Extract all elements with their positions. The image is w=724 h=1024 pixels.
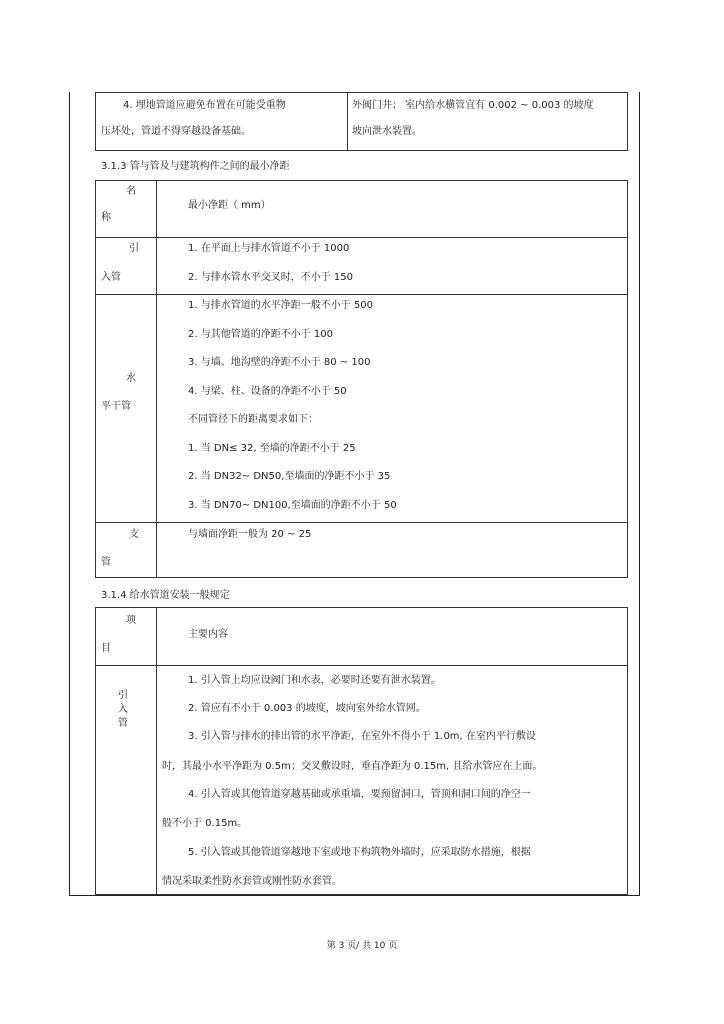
clearance-row-sep-3: [96, 522, 627, 523]
clearance-row-2-line-6: 1. 当 DN≤ 32, 至墙的净距不小于 25: [188, 443, 356, 454]
section-caption-313: 3.1.3 管与管及与建筑构件之间的最小净距: [101, 161, 290, 172]
top-left-line-1: 4. 埋地管道应避免布置在可能受重物: [123, 100, 286, 111]
installation-row-name-char-3: 管: [118, 718, 128, 729]
installation-row-name-char-2: 入: [118, 704, 128, 715]
installation-line-3: 3. 引入管与排水的排出管的水平净距，在室外不得小于 1.0m, 在室内平行敷设: [188, 731, 536, 742]
installation-row-sep-1: [96, 665, 627, 666]
installation-line-1: 1. 引入管上均应设阀门和水表，必要时还要有泄水装置。: [188, 675, 441, 686]
top-right-line-1: 外阀门井； 室内给水横管宜有 0.002 ~ 0.003 的坡度: [352, 100, 594, 111]
top-table-divider: [347, 93, 348, 150]
clearance-row-1-name-a: 引: [129, 243, 139, 254]
clearance-row-2-line-1: 1. 与排水管道的水平净距一般不小于 500: [188, 300, 373, 311]
clearance-row-3-line-1: 与墙面净距一般为 20 ~ 25: [188, 529, 312, 540]
installation-line-6: 般不小于 0.15m。: [162, 818, 248, 829]
clearance-row-2-name-b: 平干管: [101, 401, 131, 412]
clearance-header-title: 最小净距（ mm）: [188, 200, 271, 211]
clearance-header-name-a: 名: [126, 186, 136, 197]
section-caption-314: 3.1.4 给水管道安装一般规定: [101, 590, 230, 601]
clearance-row-2-line-4: 4. 与梁、柱、设备的净距不小于 50: [188, 386, 347, 397]
installation-line-7: 5. 引入管或其他管道穿越地下室或地下构筑物外墙时，应采取防水措施，根据: [188, 847, 531, 858]
installation-line-8: 情况采取柔性防水套管或刚性防水套管。: [162, 876, 342, 887]
page-number: 第 3 页/ 共 10 页: [326, 941, 398, 951]
installation-table-divider: [156, 608, 157, 894]
clearance-row-1-line-2: 2. 与排水管水平交叉时，不小于 150: [188, 272, 353, 283]
clearance-row-1-line-1: 1. 在平面上与排水管道不小于 1000: [188, 243, 350, 254]
installation-line-2: 2. 管应有不小于 0.003 的坡度，坡向室外给水管网。: [188, 703, 426, 714]
clearance-table: [95, 180, 628, 578]
clearance-row-1-name-b: 入管: [101, 272, 121, 283]
clearance-row-2-line-2: 2. 与其他管道的净距不小于 100: [188, 329, 333, 340]
top-right-line-2: 坡向泄水装置。: [352, 126, 422, 137]
clearance-row-2-line-5: 不同管径下的距离要求如下：: [188, 414, 318, 425]
clearance-row-2-line-3: 3. 与墙、地沟壁的净距不小于 80 ~ 100: [188, 357, 371, 368]
clearance-row-sep-1: [96, 237, 627, 238]
clearance-row-sep-2: [96, 294, 627, 295]
clearance-row-2-line-8: 3. 当 DN70~ DN100,至墙面的净距不小于 50: [188, 500, 397, 511]
installation-header-title: 主要内容: [188, 629, 228, 640]
installation-header-name-a: 项: [126, 615, 136, 626]
clearance-row-3-name-a: 支: [129, 529, 139, 540]
clearance-table-divider: [156, 181, 157, 577]
clearance-header-name-b: 称: [101, 212, 111, 223]
clearance-row-3-name-b: 管: [101, 557, 111, 568]
installation-line-5: 4. 引入管或其他管道穿越基础或承重墙，要预留洞口，管顶和洞口间的净空一: [188, 789, 531, 800]
clearance-row-2-name-a: 水: [126, 373, 136, 384]
installation-row-name-char-1: 引: [118, 690, 128, 701]
installation-line-4: 时，其最小水平净距为 0.5m；交叉敷设时，垂直净距为 0.15m, 且给水管应在上面。: [162, 761, 543, 772]
clearance-row-2-line-7: 2. 当 DN32~ DN50,至墙面的净距不小于 35: [188, 471, 391, 482]
top-left-line-2: 压坏处，管道不得穿越设备基础。: [101, 126, 251, 137]
installation-header-name-b: 目: [101, 643, 111, 654]
